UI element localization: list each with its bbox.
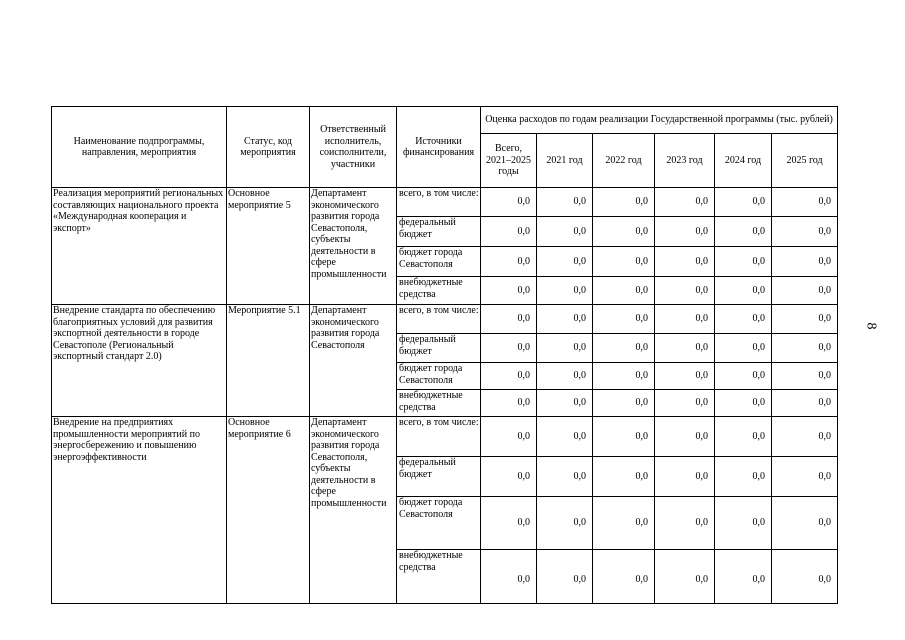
source-cell: внебюджетные средства	[397, 277, 481, 305]
value-cell: 0,0	[715, 363, 772, 390]
header-2022: 2022 год	[593, 134, 655, 188]
value-cell: 0,0	[481, 550, 537, 604]
value-cell: 0,0	[655, 390, 715, 417]
source-cell: бюджет города Севастополя	[397, 247, 481, 277]
value-cell: 0,0	[655, 417, 715, 457]
value-cell: 0,0	[655, 334, 715, 363]
source-cell: бюджет города Севастополя	[397, 497, 481, 550]
value-cell: 0,0	[772, 457, 838, 497]
value-cell: 0,0	[481, 390, 537, 417]
value-cell: 0,0	[537, 497, 593, 550]
value-cell: 0,0	[715, 277, 772, 305]
value-cell: 0,0	[715, 334, 772, 363]
value-cell: 0,0	[772, 497, 838, 550]
value-cell: 0,0	[537, 188, 593, 217]
source-cell: всего, в том числе:	[397, 188, 481, 217]
value-cell: 0,0	[481, 334, 537, 363]
value-cell: 0,0	[593, 363, 655, 390]
value-cell: 0,0	[481, 305, 537, 334]
value-cell: 0,0	[593, 305, 655, 334]
activity-status: Мероприятие 5.1	[227, 305, 310, 417]
activity-name: Внедрение на предприятиях промышленности мероприятий по энергосбережению и повышению энергоэффективности	[52, 417, 227, 604]
header-executor: Ответственный исполнитель, соисполнители, участники	[310, 107, 397, 188]
expenditure-table	[51, 106, 838, 604]
value-cell: 0,0	[772, 334, 838, 363]
value-cell: 0,0	[593, 550, 655, 604]
source-cell: внебюджетные средства	[397, 550, 481, 604]
value-cell: 0,0	[537, 457, 593, 497]
value-cell: 0,0	[481, 217, 537, 247]
activity-3	[52, 417, 838, 604]
value-cell: 0,0	[537, 247, 593, 277]
value-cell: 0,0	[481, 277, 537, 305]
header-2021: 2021 год	[537, 134, 593, 188]
value-cell: 0,0	[537, 305, 593, 334]
value-cell: 0,0	[772, 217, 838, 247]
value-cell: 0,0	[593, 334, 655, 363]
value-cell: 0,0	[481, 457, 537, 497]
value-cell: 0,0	[715, 417, 772, 457]
value-cell: 0,0	[593, 247, 655, 277]
value-cell: 0,0	[715, 497, 772, 550]
source-cell: всего, в том числе:	[397, 305, 481, 334]
value-cell: 0,0	[593, 390, 655, 417]
value-cell: 0,0	[655, 550, 715, 604]
value-cell: 0,0	[772, 390, 838, 417]
value-cell: 0,0	[537, 550, 593, 604]
value-cell: 0,0	[593, 277, 655, 305]
source-cell: федеральный бюджет	[397, 457, 481, 497]
value-cell: 0,0	[655, 277, 715, 305]
value-cell: 0,0	[772, 247, 838, 277]
value-cell: 0,0	[655, 363, 715, 390]
activity-executor: Департамент экономического развития города Севастополя, субъекты деятельности в сфере промышленности	[310, 188, 397, 305]
value-cell: 0,0	[481, 497, 537, 550]
value-cell: 0,0	[537, 390, 593, 417]
value-cell: 0,0	[593, 457, 655, 497]
activity-1	[52, 188, 838, 305]
activity-status: Основное мероприятие 6	[227, 417, 310, 604]
header-name: Наименование подпрограммы, направления, мероприятия	[52, 107, 227, 188]
activity-executor: Департамент экономического развития города Севастополя	[310, 305, 397, 417]
value-cell: 0,0	[593, 188, 655, 217]
source-cell: бюджет города Севастополя	[397, 363, 481, 390]
header-2023: 2023 год	[655, 134, 715, 188]
value-cell: 0,0	[655, 305, 715, 334]
value-cell: 0,0	[655, 247, 715, 277]
source-cell: всего, в том числе:	[397, 417, 481, 457]
value-cell: 0,0	[537, 277, 593, 305]
source-cell: внебюджетные средства	[397, 390, 481, 417]
activity-2	[52, 305, 838, 417]
value-cell: 0,0	[772, 188, 838, 217]
header-2024: 2024 год	[715, 134, 772, 188]
value-cell: 0,0	[715, 188, 772, 217]
value-cell: 0,0	[537, 217, 593, 247]
value-cell: 0,0	[715, 247, 772, 277]
value-cell: 0,0	[715, 217, 772, 247]
value-cell: 0,0	[772, 363, 838, 390]
value-cell: 0,0	[772, 277, 838, 305]
header-2025: 2025 год	[772, 134, 838, 188]
value-cell: 0,0	[537, 334, 593, 363]
header-status: Статус, код мероприятия	[227, 107, 310, 188]
value-cell: 0,0	[481, 363, 537, 390]
value-cell: 0,0	[593, 497, 655, 550]
page-number: 8	[863, 322, 879, 330]
source-cell: федеральный бюджет	[397, 217, 481, 247]
value-cell: 0,0	[537, 363, 593, 390]
value-cell: 0,0	[481, 417, 537, 457]
value-cell: 0,0	[655, 497, 715, 550]
value-cell: 0,0	[481, 188, 537, 217]
activity-status: Основное мероприятие 5	[227, 188, 310, 305]
header-total: Всего, 2021–2025 годы	[481, 134, 537, 188]
value-cell: 0,0	[655, 217, 715, 247]
source-cell: федеральный бюджет	[397, 334, 481, 363]
value-cell: 0,0	[772, 550, 838, 604]
value-cell: 0,0	[537, 417, 593, 457]
activity-name: Внедрение стандарта по обеспечению благоприятных условий для развития экспортной деятельности в городе Севастополе (Региональный экспортный стандарт 2.0)	[52, 305, 227, 417]
value-cell: 0,0	[715, 390, 772, 417]
activity-executor: Департамент экономического развития города Севастополя, субъекты деятельности в сфере промышленности	[310, 417, 397, 604]
value-cell: 0,0	[593, 417, 655, 457]
activity-name: Реализация мероприятий региональных составляющих национального проекта «Международная кооперация и экспорт»	[52, 188, 227, 305]
value-cell: 0,0	[772, 305, 838, 334]
value-cell: 0,0	[715, 457, 772, 497]
value-cell: 0,0	[715, 550, 772, 604]
value-cell: 0,0	[772, 417, 838, 457]
value-cell: 0,0	[655, 457, 715, 497]
value-cell: 0,0	[481, 247, 537, 277]
header-sources: Источники финансирования	[397, 107, 481, 188]
value-cell: 0,0	[715, 305, 772, 334]
value-cell: 0,0	[593, 217, 655, 247]
header-estimate: Оценка расходов по годам реализации Государственной программы (тыс. рублей)	[481, 107, 838, 134]
value-cell: 0,0	[655, 188, 715, 217]
